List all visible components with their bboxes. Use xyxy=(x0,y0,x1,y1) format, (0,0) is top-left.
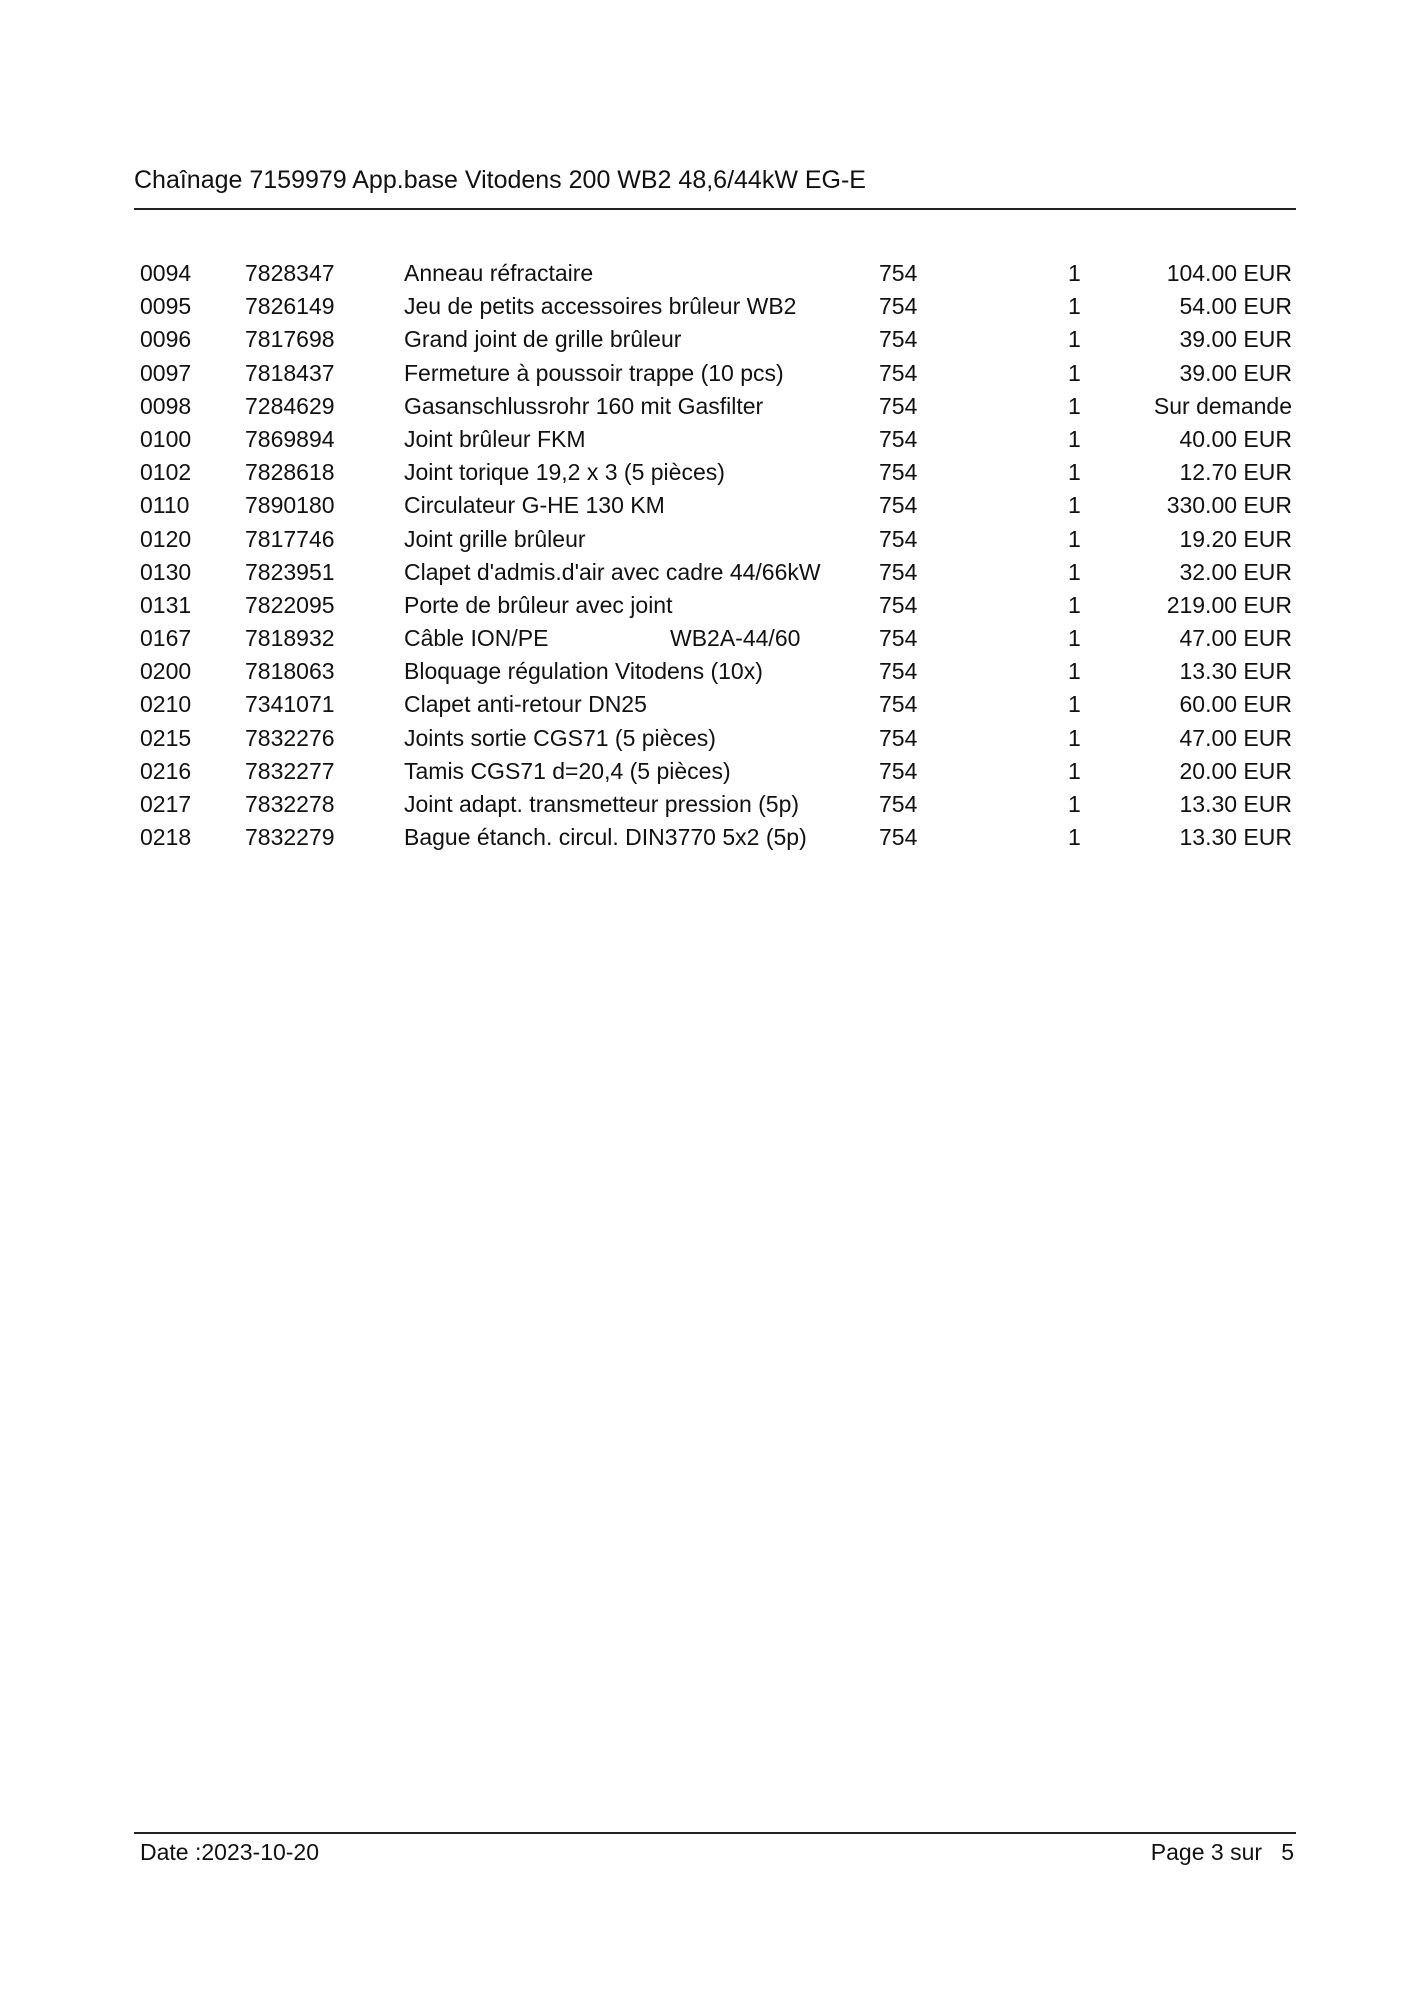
unit-price: Sur demande xyxy=(1153,392,1292,419)
quantity: 1 xyxy=(1068,359,1081,386)
table-row xyxy=(0,789,1410,822)
part-reference: 7832276 xyxy=(245,724,335,751)
part-description: Bloquage régulation Vitodens (10x) xyxy=(404,658,763,685)
table-row xyxy=(0,291,1410,324)
part-description: Jeu de petits accessoires brûleur WB2 xyxy=(404,293,797,320)
quantity: 1 xyxy=(1068,392,1081,419)
table-row xyxy=(0,358,1410,391)
price-code: 754 xyxy=(879,492,918,519)
price-code: 754 xyxy=(879,359,918,386)
price-code: 754 xyxy=(879,392,918,419)
quantity: 1 xyxy=(1068,558,1081,585)
part-description: Clapet anti-retour DN25 xyxy=(404,691,647,718)
unit-price: 330.00 EUR xyxy=(1166,492,1292,519)
quantity: 1 xyxy=(1068,293,1081,320)
part-description: Clapet d'admis.d'air avec cadre 44/66kW xyxy=(404,558,821,585)
position-number: 0210 xyxy=(140,691,192,718)
position-number: 0096 xyxy=(140,326,192,353)
unit-price: 47.00 EUR xyxy=(1179,625,1292,652)
table-row xyxy=(0,623,1410,656)
unit-price: 13.30 EUR xyxy=(1179,658,1292,685)
unit-price: 54.00 EUR xyxy=(1179,293,1292,320)
unit-price: 12.70 EUR xyxy=(1179,459,1292,486)
table-row xyxy=(0,723,1410,756)
unit-price: 32.00 EUR xyxy=(1179,558,1292,585)
part-reference: 7823951 xyxy=(245,558,335,585)
part-reference: 7890180 xyxy=(245,492,335,519)
quantity: 1 xyxy=(1068,824,1081,851)
header-divider xyxy=(134,208,1296,210)
part-description: Joint grille brûleur xyxy=(404,525,586,552)
position-number: 0218 xyxy=(140,824,192,851)
price-code: 754 xyxy=(879,525,918,552)
quantity: 1 xyxy=(1068,757,1081,784)
price-code: 754 xyxy=(879,425,918,452)
position-number: 0120 xyxy=(140,525,192,552)
quantity: 1 xyxy=(1068,492,1081,519)
footer-page-number: Page 3 sur 5 xyxy=(1150,1839,1294,1865)
position-number: 0167 xyxy=(140,625,192,652)
quantity: 1 xyxy=(1068,260,1081,286)
part-description: Grand joint de grille brûleur xyxy=(404,326,682,353)
quantity: 1 xyxy=(1068,724,1081,751)
quantity: 1 xyxy=(1068,691,1081,718)
position-number: 0215 xyxy=(140,724,192,751)
part-variant: WB2A-44/60 xyxy=(670,625,801,652)
quantity: 1 xyxy=(1068,525,1081,552)
position-number: 0094 xyxy=(140,260,192,286)
price-code: 754 xyxy=(879,791,918,817)
position-number: 0098 xyxy=(140,392,192,419)
part-description: Joints sortie CGS71 (5 pièces) xyxy=(404,724,716,751)
price-code: 754 xyxy=(879,757,918,784)
position-number: 0102 xyxy=(140,459,192,486)
position-number: 0097 xyxy=(140,359,192,386)
part-description: Joint brûleur FKM xyxy=(404,425,586,452)
parts-table xyxy=(0,258,1410,855)
part-reference: 7832279 xyxy=(245,824,335,851)
quantity: 1 xyxy=(1068,459,1081,486)
table-row xyxy=(0,756,1410,789)
quantity: 1 xyxy=(1068,791,1081,817)
part-reference: 7284629 xyxy=(245,392,335,419)
position-number: 0216 xyxy=(140,757,192,784)
unit-price: 13.30 EUR xyxy=(1179,824,1292,851)
quantity: 1 xyxy=(1068,625,1081,652)
unit-price: 13.30 EUR xyxy=(1179,791,1292,817)
position-number: 0217 xyxy=(140,791,192,817)
unit-price: 104.00 EUR xyxy=(1166,260,1292,286)
part-description: Gasanschlussrohr 160 mit Gasfilter xyxy=(404,392,764,419)
part-description: Câble ION/PE xyxy=(404,625,549,652)
part-reference: 7822095 xyxy=(245,591,335,618)
table-row xyxy=(0,822,1410,855)
part-description: Bague étanch. circul. DIN3770 5x2 (5p) xyxy=(404,824,807,851)
part-reference: 7826149 xyxy=(245,293,335,320)
part-description: Circulateur G-HE 130 KM xyxy=(404,492,665,519)
table-row xyxy=(0,391,1410,424)
position-number: 0131 xyxy=(140,591,192,618)
part-reference: 7817746 xyxy=(245,525,335,552)
table-row xyxy=(0,590,1410,623)
position-number: 0110 xyxy=(140,492,190,519)
part-reference: 7828347 xyxy=(245,260,335,286)
position-number: 0095 xyxy=(140,293,192,320)
table-row xyxy=(0,258,1410,291)
price-code: 754 xyxy=(879,293,918,320)
price-code: 754 xyxy=(879,558,918,585)
position-number: 0130 xyxy=(140,558,192,585)
table-row xyxy=(0,457,1410,490)
part-reference: 7341071 xyxy=(245,691,335,718)
unit-price: 19.20 EUR xyxy=(1179,525,1292,552)
part-description: Joint adapt. transmetteur pression (5p) xyxy=(404,791,800,817)
unit-price: 39.00 EUR xyxy=(1179,359,1292,386)
document-title: Chaînage 7159979 App.base Vitodens 200 WB2 48,6/44kW EG-E xyxy=(134,166,866,194)
part-reference: 7828618 xyxy=(245,459,335,486)
part-reference: 7818437 xyxy=(245,359,335,386)
part-description: Fermeture à poussoir trappe (10 pcs) xyxy=(404,359,784,386)
quantity: 1 xyxy=(1068,425,1081,452)
price-code: 754 xyxy=(879,724,918,751)
part-reference: 7818932 xyxy=(245,625,335,652)
price-code: 754 xyxy=(879,625,918,652)
quantity: 1 xyxy=(1068,326,1081,353)
part-reference: 7817698 xyxy=(245,326,335,353)
part-reference: 7818063 xyxy=(245,658,335,685)
unit-price: 219.00 EUR xyxy=(1166,591,1292,618)
position-number: 0200 xyxy=(140,658,192,685)
footer-divider xyxy=(134,1832,1296,1834)
quantity: 1 xyxy=(1068,658,1081,685)
price-code: 754 xyxy=(879,459,918,486)
price-code: 754 xyxy=(879,691,918,718)
part-description: Tamis CGS71 d=20,4 (5 pièces) xyxy=(404,757,731,784)
footer-date: Date :2023-10-20 xyxy=(140,1839,320,1865)
part-description: Joint torique 19,2 x 3 (5 pièces) xyxy=(404,459,725,486)
unit-price: 20.00 EUR xyxy=(1179,757,1292,784)
price-code: 754 xyxy=(879,658,918,685)
unit-price: 40.00 EUR xyxy=(1179,425,1292,452)
table-row xyxy=(0,324,1410,357)
table-row xyxy=(0,656,1410,689)
price-code: 754 xyxy=(879,326,918,353)
table-row xyxy=(0,689,1410,722)
unit-price: 47.00 EUR xyxy=(1179,724,1292,751)
part-description: Anneau réfractaire xyxy=(404,260,594,286)
quantity: 1 xyxy=(1068,591,1081,618)
table-row xyxy=(0,524,1410,557)
part-description: Porte de brûleur avec joint xyxy=(404,591,673,618)
part-reference: 7832277 xyxy=(245,757,335,784)
price-code: 754 xyxy=(879,824,918,851)
table-row xyxy=(0,490,1410,523)
table-row xyxy=(0,424,1410,457)
price-code: 754 xyxy=(879,260,918,286)
position-number: 0100 xyxy=(140,425,192,452)
part-reference: 7832278 xyxy=(245,791,335,817)
unit-price: 39.00 EUR xyxy=(1179,326,1292,353)
price-code: 754 xyxy=(879,591,918,618)
unit-price: 60.00 EUR xyxy=(1179,691,1292,718)
part-reference: 7869894 xyxy=(245,425,335,452)
table-row xyxy=(0,557,1410,590)
